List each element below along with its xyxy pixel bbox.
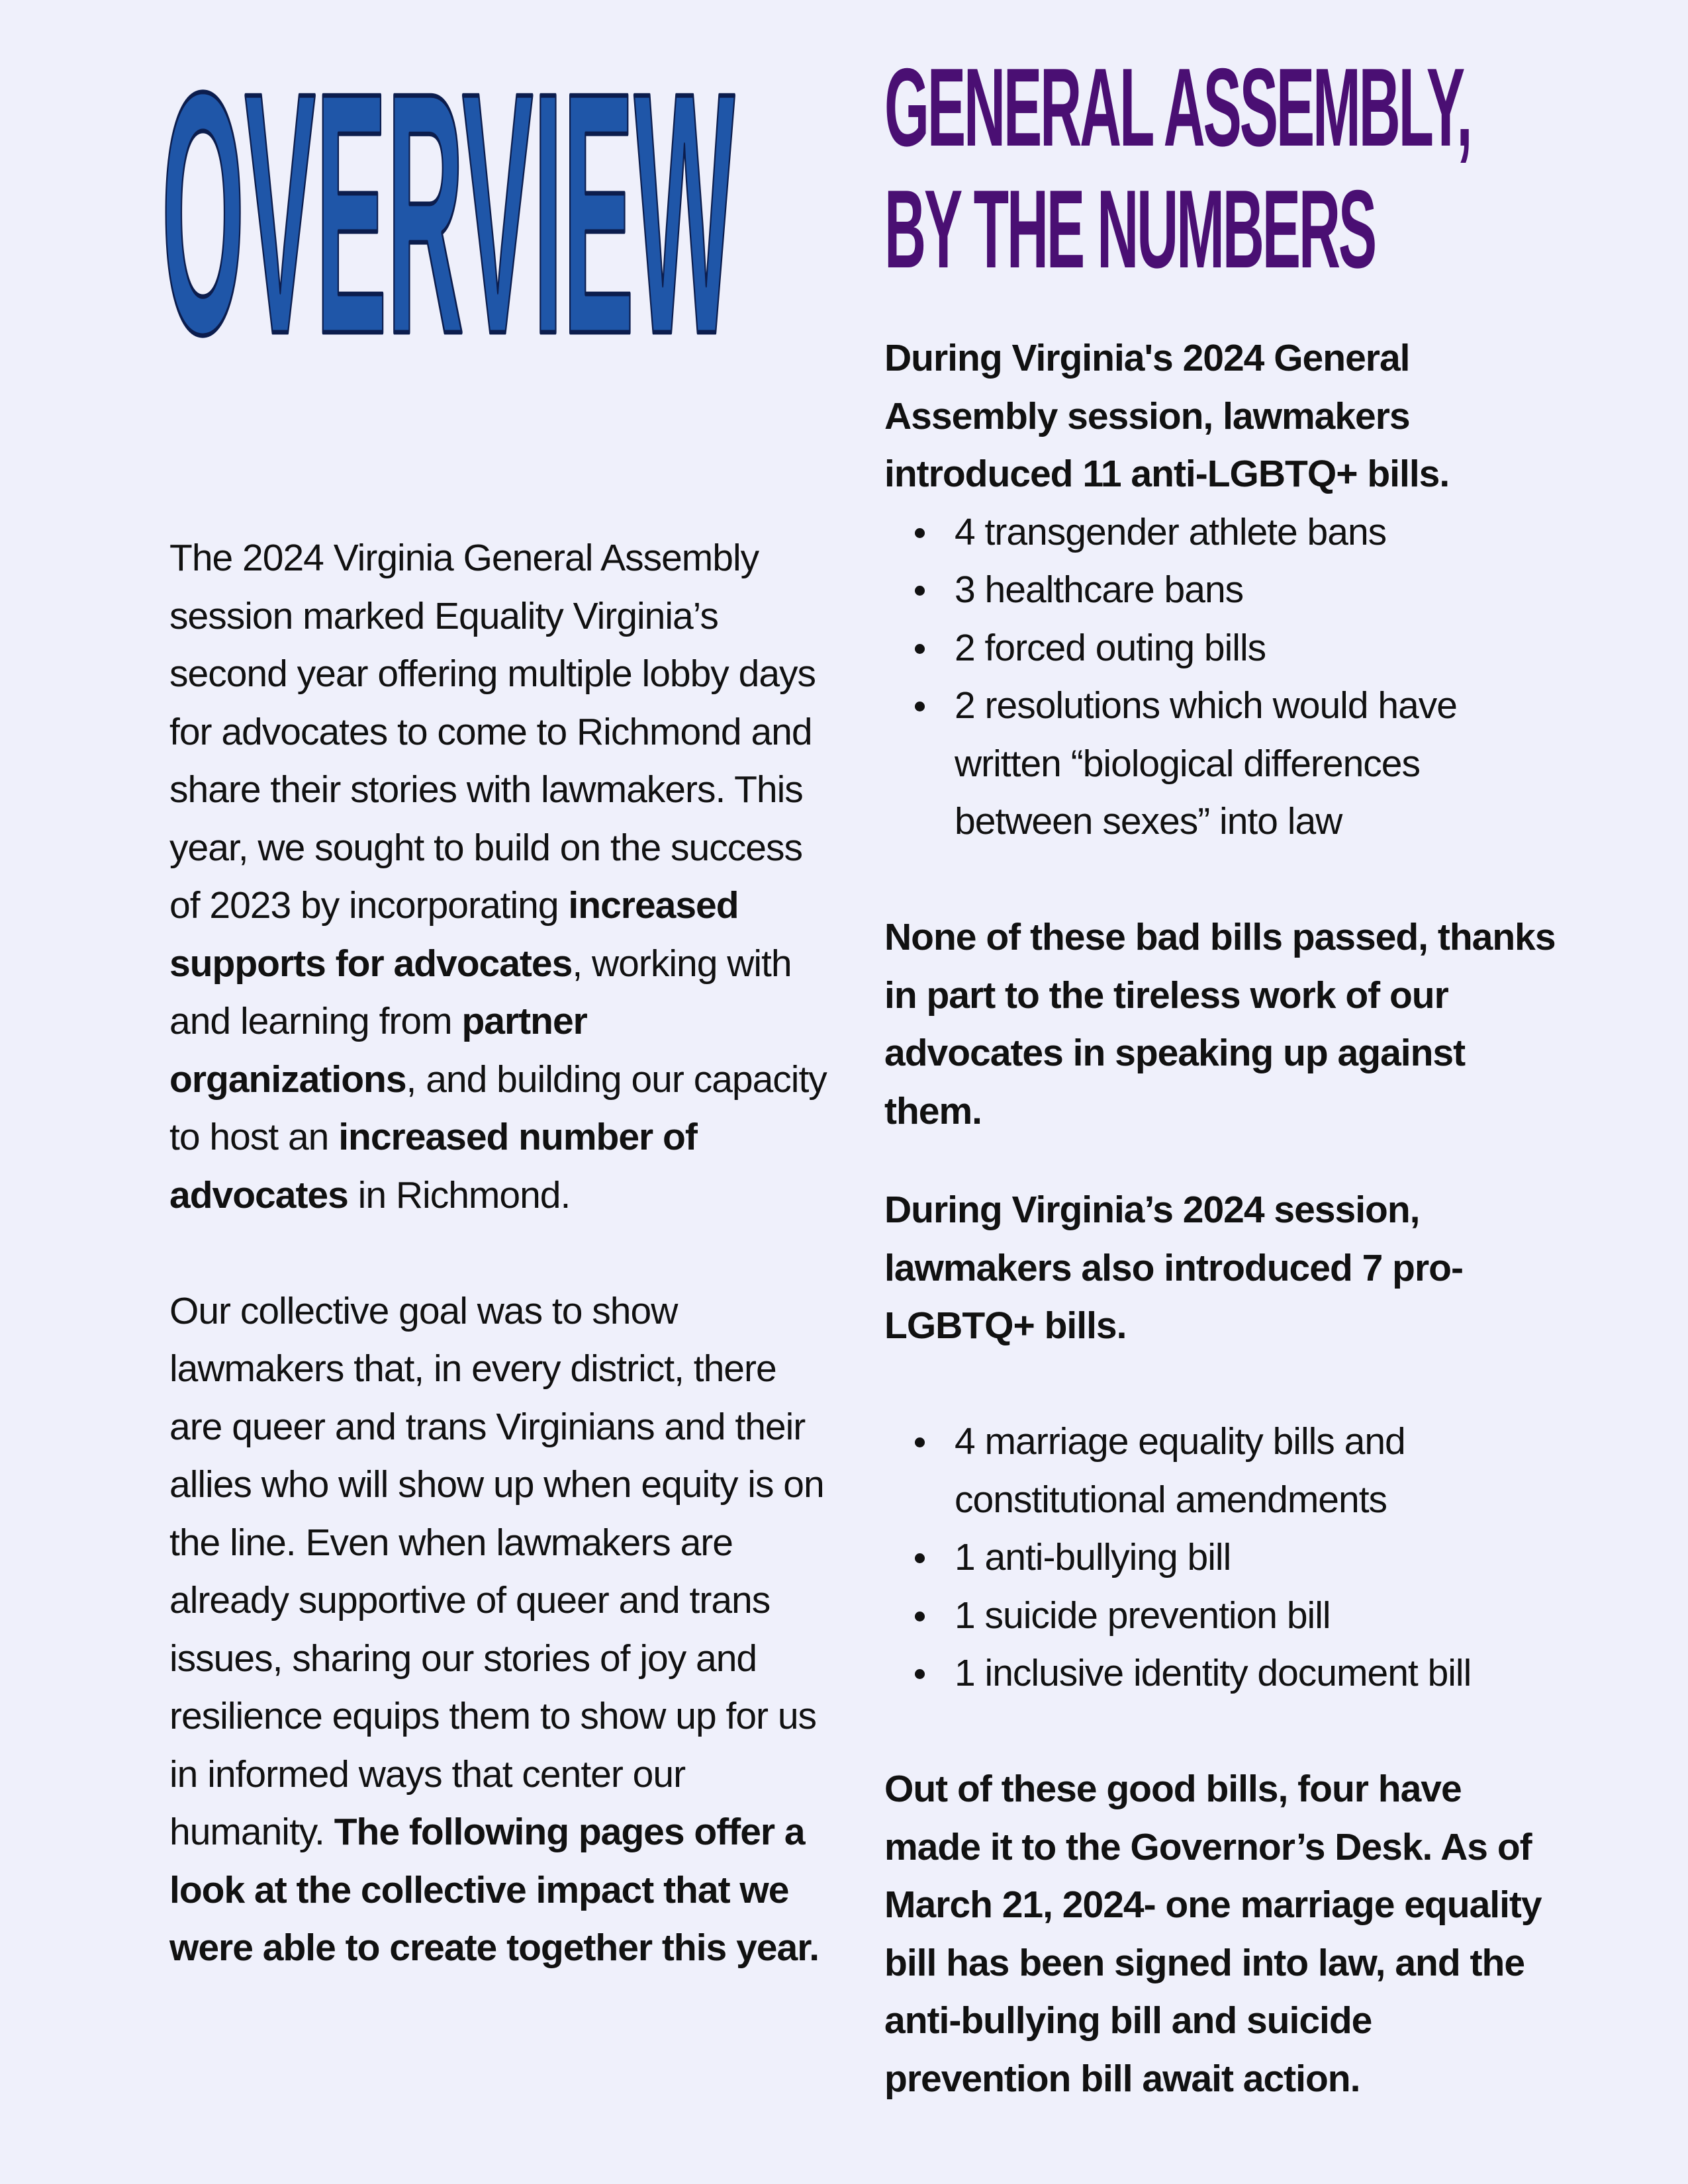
overview-body [169,529,831,1978]
overview-p2-bold-1: The following pages offer a look at the collective impact that we were able to create together this year. [169,1811,820,1969]
overview-p2-text-1: Our collective goal was to show lawmakers that, in every district, there are queer and trans Virginians and their allies who will show up when equity is on the line. Even when lawmakers are already supportive of queer and trans issues, sharing our stories of joy and resilience equips them to show up for us in informed ways that center our humanity. [169,1289,824,1853]
by-the-numbers-title: GENERAL ASSEMBLY, BY THE NUMBERS [884,45,1471,291]
pro-bill-item: 1 anti-bullying bill [884,1529,1560,1587]
overview-p1-bold-3: increased number of advocates [169,1116,697,1216]
overview-p1-text-3: , and building our capacity to host an [169,1058,827,1158]
overview-paragraph-1 [169,529,831,1224]
overview-paragraph-2 [169,1283,831,1978]
overview-p1-text-4: in Richmond. [348,1173,571,1216]
overview-title-graphic [154,26,749,357]
anti-bill-item: 3 healthcare bans [884,561,1560,619]
anti-bill-item: 2 resolutions which would have written “biological differences between sexes” into law [884,677,1560,851]
by-the-numbers-title-wrap [884,46,1560,311]
by-the-numbers-section [884,46,1560,2108]
overview-p1-text-2: , working with and learning from [169,942,792,1042]
anti-bill-item: 2 forced outing bills [884,619,1560,678]
overview-title [154,26,749,357]
pro-bill-item: 4 marriage equality bills and constitutional amendments [884,1413,1560,1529]
overview-title-text: OVERVIEW [162,26,736,357]
pro-bill-item: 1 suicide prevention bill [884,1587,1560,1645]
overview-p1-bold-1: increased supports for advocates [169,884,739,985]
pro-bills-outcome: Out of these good bills, four have made it to the Governor’s Desk. As of March 21, 2024- one marriage equality bill has been signed into law, and the anti-bullying bill and suicide prevention bill await action. [884,1768,1542,2100]
pro-bill-item: 1 inclusive identity document bill [884,1645,1560,1703]
anti-bill-item: 4 transgender athlete bans [884,504,1560,562]
anti-bills-list [884,504,1560,851]
overview-p1-text-1: The 2024 Virginia General Assembly session marked Equality Virginia’s second year offering multiple lobby days for advocates to come to Richmond and share their stories with lawmakers. This year, we sought to build on the success of 2023 by incorporating [169,537,816,927]
anti-bills-intro: During Virginia's 2024 General Assembly session, lawmakers introduced 11 anti-LGBTQ+ bills. [884,337,1450,495]
pro-bills-list [884,1413,1560,1703]
anti-bills-outcome: None of these bad bills passed, thanks in part to the tireless work of our advocates in speaking up against them. [884,916,1556,1132]
overview-p1-bold-2: partner organizations [169,1000,587,1101]
pro-bills-intro: During Virginia’s 2024 session, lawmakers also introduced 7 pro-LGBTQ+ bills. [884,1189,1463,1347]
